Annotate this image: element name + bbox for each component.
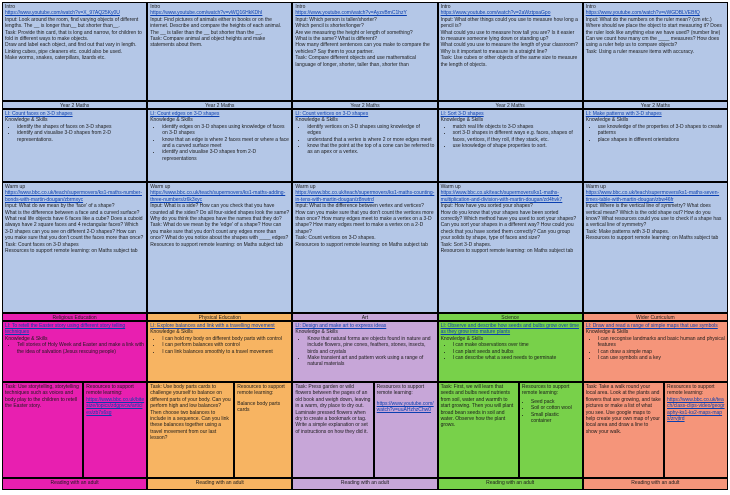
objective-item: • identify and visualise 3-D shapes from 2-D representations. xyxy=(17,130,144,143)
intro-text: Input: Look around the room, find varying objects of different lengths. The __ is longer than__ but shorter than__. xyxy=(5,16,139,30)
objective-item: • know that an edge is where 2 faces meet or where a face and a curved surface meet xyxy=(162,137,289,150)
objective-title: LI: Count faces on 3-D shapes xyxy=(5,111,73,117)
resources-item: • Small plastic container xyxy=(531,412,580,425)
intro-text: Why is it important to measure in a straight line? xyxy=(440,48,548,55)
intro-title: Intro xyxy=(440,4,451,10)
warmup-title: Warm up xyxy=(440,184,461,190)
subject-objective-item: • I can draw a simple map xyxy=(598,349,725,355)
warmup-text: Input: What is a side? How can you check that you have counted all the sides? Do all four-sided shapes look the same? Why do you think the shapes have the names that they do? xyxy=(150,203,290,223)
subject-objective-item: • I can describe what a seed needs to germinate xyxy=(453,355,580,361)
warmup-text: Resources to support remote learning: on Maths subject tab xyxy=(295,241,428,248)
subject-name: Religious Education xyxy=(2,313,147,321)
warmup-text: Input: What is the difference between vertex and vertices? How can you make sure that you don't count the vertices more than once? How many edges meet to make a vertex on a 3-D shape? How many edges meet to make a vertex on a 2-D shape? xyxy=(295,203,434,235)
intro-text: Input: What other things could you use to measure how long a pencil is? xyxy=(440,16,578,30)
intro-text: Input: Which person is taller/shorter? xyxy=(295,16,377,23)
planner-grid xyxy=(2,2,728,490)
subject-objective-item: • I can use symbols and a key xyxy=(598,355,725,361)
warmup-text: Resources to support remote learning: on Maths subject tab xyxy=(440,248,574,255)
ks-label: Knowledge & Skills xyxy=(150,329,193,336)
subject-objective-item: • I can perform balances with control xyxy=(162,342,289,348)
objective-item: • match real life objects to 3-D shapes xyxy=(453,124,580,130)
task-cell xyxy=(583,382,728,478)
intro-cell xyxy=(583,2,728,101)
intro-link[interactable]: https://www.youtube.com/watch?v=vWGDBLVEBfQ xyxy=(585,10,700,17)
warmup-title: Warm up xyxy=(5,184,26,190)
subject-objective-cell xyxy=(2,321,147,382)
ks-label: Knowledge & Skills xyxy=(5,335,48,342)
ks-label: Knowledge & Skills xyxy=(585,329,629,336)
warmup-text: Task: Count faces on 3-D shapes xyxy=(5,241,79,248)
intro-text: Task: Provide thin card, that is long and narrow, for children to fold in different ways to make objects. xyxy=(5,29,142,43)
warmup-title: Warm up xyxy=(295,184,316,190)
reading-label: Reading with an adult xyxy=(438,478,583,490)
ks-label: Knowledge & Skills xyxy=(5,117,48,124)
intro-text: What could you use to measure the length of your classroom? xyxy=(440,42,578,49)
subject-name: Wider Curriculum xyxy=(583,313,728,321)
week-label: Year 2 Maths xyxy=(292,101,437,109)
intro-text: What could you use to measure how tall you are? Is it easier to measure someone lying down or standing up? xyxy=(440,29,575,43)
warmup-title: Warm up xyxy=(585,184,606,190)
warmup-cell xyxy=(147,182,292,313)
task-text: Task: Take a walk round your local area. Look at the plants and flowers that are growing, and take pictures or make a list of what you see. Use google maps to help create your own map of your local area and draw a line to show your walk. xyxy=(583,382,664,478)
warmup-text: How do you know that your shapes have been sorted correctly? Which method have you used to sort your shapes? Can you sort your shapes in a different way? How could you check that you have sorted them correctly? Can you group your solids by shape, type of faces and size? xyxy=(440,209,577,242)
objective-item: • identify edges on 3-D shapes using knowledge of faces on 3-D shapes xyxy=(162,124,289,137)
objective-cell xyxy=(147,109,292,182)
objective-item: • sort 3-D shapes in different ways e.g. faces, shapes of faces, vertices, if they roll, if they stack, etc. xyxy=(453,130,580,143)
resources-title: Resources to support remote learning: xyxy=(521,384,570,397)
task-row xyxy=(2,382,728,478)
intro-text: Task: Use cubes or other objects of the same size to measure the length of objects. xyxy=(440,55,578,68)
objective-cell xyxy=(292,109,437,182)
task-text: Task: First, we will learn that seeds and bulbs need nutrients from soil, water and warmth to start growing. Then you will plant broad bean seeds in soil and water. Observe how the plant grows. xyxy=(438,382,519,478)
warmup-cell xyxy=(2,182,147,313)
warmup-text: Task: Make patterns with 3-D shapes. xyxy=(585,228,670,235)
intro-text: Which pencil is shorter/longer? xyxy=(295,23,364,30)
subject-objective-item: • Tell stories of Holy Week and Easter and make a link with the idea of salvation (Jesus rescuing people) xyxy=(17,342,144,355)
warmup-text: Task: Sort 3-D shapes. xyxy=(440,241,492,248)
ks-label: Knowledge & Skills xyxy=(295,117,338,124)
subject-objective-title: LI: Observe and describe how seeds and bulbs grow over time as they grow into mature plants xyxy=(440,323,579,336)
subject-name: Art xyxy=(292,313,437,321)
subject-name: Physical Education xyxy=(147,313,292,321)
intro-cell xyxy=(292,2,437,101)
resources-title: Resources to support remote learning: xyxy=(86,384,134,397)
objective-item: • place shapes in different orientations xyxy=(598,137,725,143)
intro-cell xyxy=(2,2,147,101)
subject-objective-item: • I can hold my body on different body parts with control xyxy=(162,336,289,342)
resources-box xyxy=(519,382,583,478)
objective-title: LI: Count edges on 3-D shapes xyxy=(150,111,220,117)
task-cell xyxy=(438,382,583,478)
reading-label: Reading with an adult xyxy=(2,478,147,490)
week-label: Year 2 Maths xyxy=(147,101,292,109)
resources-link[interactable]: https://www.bbc.co.uk/teach/class-clips-video/geography-ks1-ks2-maps-maps/zrvjtrd xyxy=(667,396,725,423)
objective-title: LI: Count vertices on 3-D shapes xyxy=(295,111,369,117)
resources-link[interactable]: https://www.bbc.co.uk/bitesize/topics/zdgpvcw/articles/zb7s6sg xyxy=(86,396,145,416)
subject-objective-cell xyxy=(583,321,728,382)
intro-text: Input: Find pictures of animals either in books or on the internet. Describe and compare the heights of each animal. The __ is taller than the __ but shorter than the __. xyxy=(150,16,282,36)
task-cell xyxy=(147,382,292,478)
resources-item: Balance body parts cards xyxy=(237,400,281,414)
intro-text: Are we measuring the height or length of something? xyxy=(295,29,413,36)
subject-objective-item: • I can recognise landmarks and basic human and physical features xyxy=(598,336,725,349)
objective-item: • identify vertices on 3-D shapes using knowledge of edges xyxy=(307,124,434,137)
intro-text: Task: Compare animal and object heights and make statements about them. xyxy=(150,36,266,49)
objective-item: • know that the point at the top of a cone can be referred to as an apex or a vertex. xyxy=(307,143,434,156)
intro-link[interactable]: https://www.youtube.com/watch?v=X_97AQ25Ky0U xyxy=(5,10,120,17)
objective-item: • identify and visualise 3-D shapes from 2-D representations xyxy=(162,149,289,162)
warmup-text: What is the difference between a face and a curved surface? What real life objects have 6 faces like a cube? Does a cuboid always have 2 square faces and 4 rectangular faces? Which 3-D shapes can you see on different 2-D shapes? How can you make sure that you don't count the faces more than once? xyxy=(5,209,144,242)
warmup-text: Input: Where is the vertical line of symmetry? What does vertical mean? Which is the odd shape out? How do you know? What resources could you use to check if a shape has a vertical line of symmetry? xyxy=(585,203,722,229)
warmup-text: Task: What do we mean by the 'edge' of a shape? How can you make sure that you don't count any edges more than once? What do you notice about the shapes with ____ edges? xyxy=(150,222,289,242)
subject-header-row xyxy=(2,313,728,321)
resources-box xyxy=(83,382,147,478)
objectives-row xyxy=(2,109,728,182)
ks-label: Knowledge & Skills xyxy=(440,335,484,342)
warmup-text: Input: How have you sorted your shapes? xyxy=(440,203,533,210)
subject-objective-item: • I can plant seeds and bulbs xyxy=(453,349,580,355)
resources-box xyxy=(374,382,438,478)
week-label: Year 2 Maths xyxy=(583,101,728,109)
resources-item: • Seed pack xyxy=(531,399,580,405)
intro-text: Input: What do the numbers on the ruler mean? (cm etc.) Where should we place the object to start measuring it? Does the ruler look like anything else we have used? (number line) Can we count how many cm the ____ measures? How does using a ruler help us to compare objects? xyxy=(585,16,722,49)
intro-text: Task: Compare different objects and use mathematical language of longer, shorter, taller than, shorter than xyxy=(295,55,416,68)
ks-label: Knowledge & Skills xyxy=(585,117,629,124)
intro-title: Intro xyxy=(295,4,306,10)
task-text: Task: Press garden or wild flowers between the pages of an old book and weigh down, leaving in a warm, dry place to dry out. Laminate pressed flowers when dry to create a bookmark or tag. Write a simple explanation or set of instructions on how they did it. xyxy=(292,382,373,478)
subject-objective-cell xyxy=(292,321,437,382)
subject-objective-cell xyxy=(438,321,583,382)
intro-cell xyxy=(438,2,583,101)
subject-objective-item: • I can make observations over time xyxy=(453,342,580,348)
objective-item: • understand that a vertex is where 2 or more edges meet xyxy=(307,137,434,143)
resources-title: Resources to support remote learning: xyxy=(667,384,715,397)
objective-cell xyxy=(438,109,583,182)
objective-title: LI: Sort 3-D shapes xyxy=(440,111,484,117)
subject-objective-item: • Make transient art and pattern work using a range of natural materials xyxy=(307,355,434,368)
objective-title: LI: Make patterns with 3-D shapes xyxy=(585,111,662,117)
week-label: Year 2 Maths xyxy=(438,101,583,109)
subject-objective-title: LI: Draw and read a range of simple maps that use symbols xyxy=(585,323,718,329)
objective-item: • identify the shapes of faces on 3-D shapes xyxy=(17,124,144,130)
intro-text: Draw and label each object, and find out that vary in length. Linking cubes, pipe cleaners etc. could also be used. xyxy=(5,42,137,55)
ks-label: Knowledge & Skills xyxy=(150,117,193,124)
resources-item: • Soil or cotton wool xyxy=(531,405,580,411)
intro-title: Intro xyxy=(585,4,596,10)
week-label: Year 2 Maths xyxy=(2,101,147,109)
intro-text: What is the same? What is different? xyxy=(295,36,377,43)
warmup-text: Resources to support remote learning: on Maths subject tab xyxy=(585,235,719,242)
intro-text: How many different sentences can you make to compare the vehicles? Say them to your partner. xyxy=(295,42,430,55)
subject-objective-item: • I can link balances smoothly to a travel movement xyxy=(162,349,289,355)
intro-link[interactable]: https://www.youtube.com/watch?v=vWQ16HkKDhI xyxy=(150,10,263,17)
intro-link[interactable]: https://www.youtube.com/watch?v=2aWztpsaGpo xyxy=(440,10,551,17)
subject-objective-item: • Know that natural forms are objects found in nature and include flowers, pine cones, feathers, stones, insects, birds and crystals xyxy=(307,336,434,355)
subject-objective-title: LI: To retell the Easter story using different story telling techniques xyxy=(5,323,126,336)
resources-title: Resources to support remote learning: xyxy=(376,384,425,397)
warmup-text: Resources to support remote learning: on Maths subject tab xyxy=(150,241,283,248)
warmup-text: Task: Count vertices on 3-D shapes. xyxy=(295,235,376,242)
task-text: Task: Use body parts cards to challenge yourself to balance on different parts of your body. Can you perform high and low balances? Then choose two balances to include in a sequence. Can you link these balances together using a travel movement from our last lesson? xyxy=(147,382,234,478)
intro-text: Task: Using a ruler measure items with accuracy. xyxy=(585,48,695,55)
subject-objective-cell xyxy=(147,321,292,382)
warmup-text: Input: What do we mean by the 'face' of a shape? xyxy=(5,203,115,210)
reading-row xyxy=(2,478,728,490)
reading-label: Reading with an adult xyxy=(292,478,437,490)
warmup-text: Resources to support remote learning: on Maths subject tab xyxy=(5,248,138,255)
warmup-link[interactable]: https://www.bbc.co.uk/teach/supermovers/ks1-maths-counting-in-tens-with-martin-dougan/z8nwtrd xyxy=(295,190,435,203)
week-header-row xyxy=(2,101,728,109)
ks-label: Knowledge & Skills xyxy=(295,329,338,336)
resources-box xyxy=(234,382,292,478)
task-cell xyxy=(292,382,437,478)
warmup-link[interactable]: https://www.bbc.co.uk/teach/supermovers/ks1-maths-number-bonds-with-martin-dougan/zbrmxyc xyxy=(5,190,142,203)
objective-cell xyxy=(583,109,728,182)
intro-text: Make worms, snakes, caterpillars, lizards etc. xyxy=(5,55,106,62)
resources-link[interactable]: https://www.youtube.com/watch?v=uuAHzhzChw0 xyxy=(376,400,434,414)
intro-title: Intro xyxy=(5,4,16,10)
task-cell xyxy=(2,382,147,478)
task-text: Task: Use storytelling, storytelling techniques such as voices and body play to the children to retell the Easter story. xyxy=(2,382,83,478)
subject-objective-title: LI: Explore balances and link with a travelling movement xyxy=(150,323,275,329)
warmup-link[interactable]: https://www.bbc.co.uk/teach/supermovers/ks1-maths-adding-three-numbers/z6k3xyc xyxy=(150,190,286,203)
subject-name: Science xyxy=(438,313,583,321)
objective-item: • use knowledge of the properties of 3-D shapes to create patterns xyxy=(598,124,725,137)
resources-box xyxy=(664,382,728,478)
intro-cell xyxy=(147,2,292,101)
reading-label: Reading with an adult xyxy=(147,478,292,490)
warmup-cell xyxy=(583,182,728,313)
warmup-row xyxy=(2,182,728,313)
intro-title: Intro xyxy=(150,4,161,10)
objective-item: • use knowledge of shape properties to sort. xyxy=(453,143,580,149)
warmup-link[interactable]: https://www.bbc.co.uk/teach/supermovers/ks1-maths-multiplication-and-division-with-martin-dougan/zd4hvk7 xyxy=(440,190,563,203)
subject-objective-title: LI: Design and make art to express ideas xyxy=(295,323,387,329)
objective-cell xyxy=(2,109,147,182)
warmup-link[interactable]: https://www.bbc.co.uk/teach/supermovers/ks1-maths-seven-times-table-with-martin-dougan/zbw46fr xyxy=(585,190,720,203)
resources-title: Resources to support remote learning: xyxy=(237,384,285,397)
ks-label: Knowledge & Skills xyxy=(440,117,484,124)
subject-objective-row xyxy=(2,321,728,382)
reading-label: Reading with an adult xyxy=(583,478,728,490)
warmup-cell xyxy=(292,182,437,313)
warmup-title: Warm up xyxy=(150,184,171,190)
warmup-cell xyxy=(438,182,583,313)
intro-link[interactable]: https://www.youtube.com/watch?v=AyzvBmC1hzY xyxy=(295,10,407,17)
intro-row xyxy=(2,2,728,101)
